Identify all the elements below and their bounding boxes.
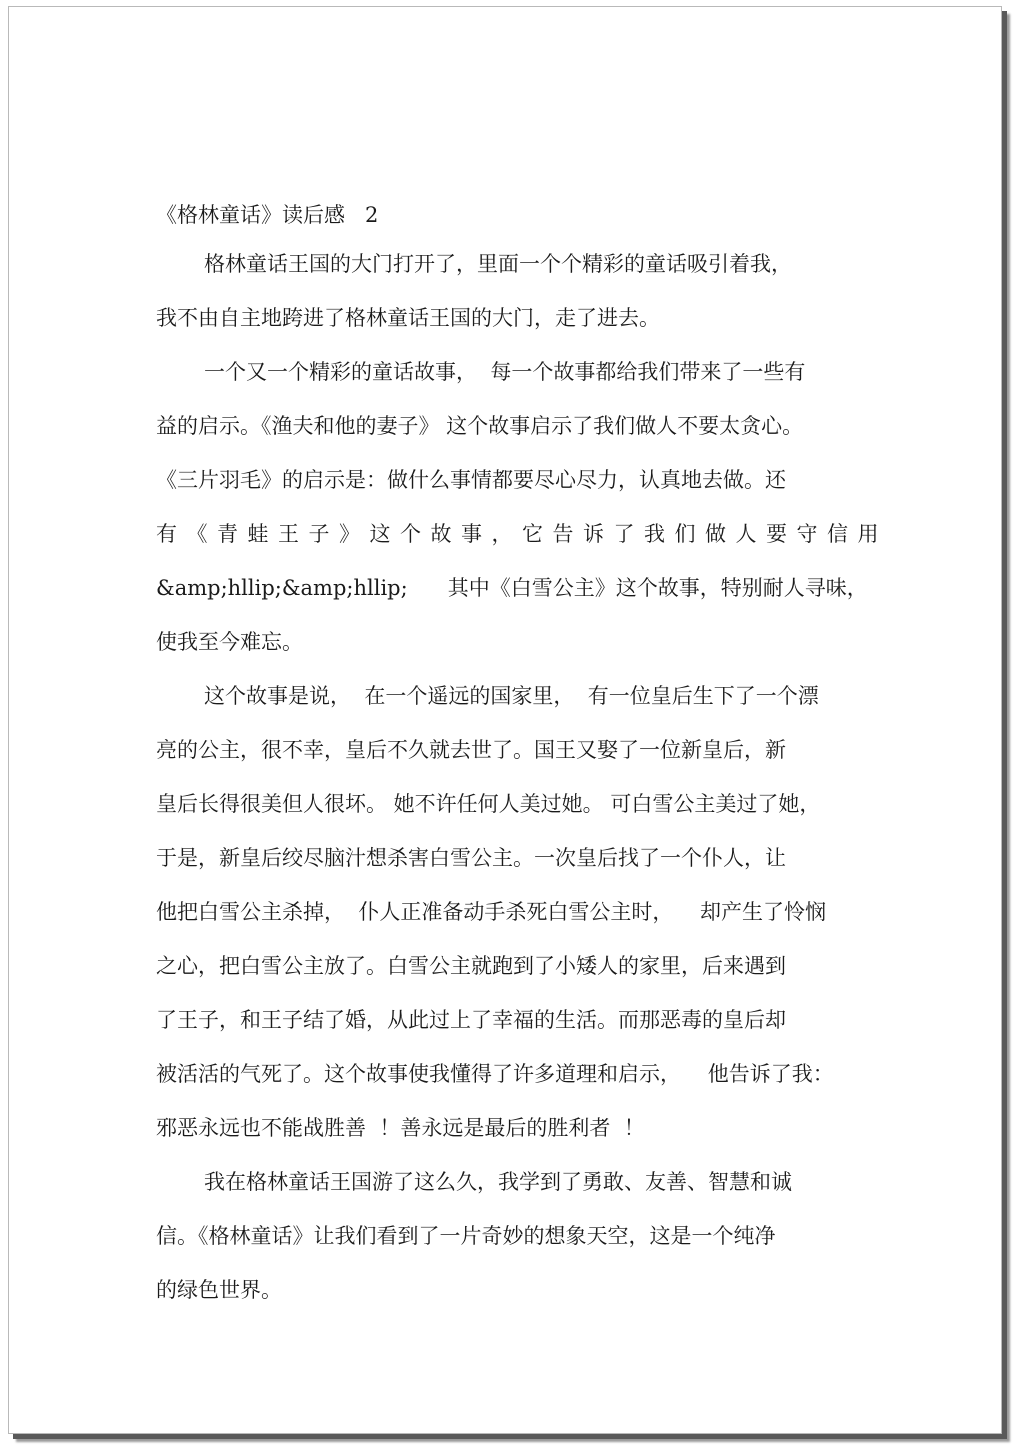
text-line: 的绿色世界。 <box>156 1278 282 1302</box>
document-page <box>8 6 1002 1434</box>
text-line: 这个故事是说， 在一个遥远的国家里， 有一位皇后生下了一个漂 <box>204 684 819 708</box>
text-line: 一个又一个精彩的童话故事， 每一个故事都给我们带来了一些有 <box>204 360 806 384</box>
text-line: 格林童话王国的大门打开了，里面一个个精彩的童话吸引着我， <box>204 252 792 276</box>
document-body <box>156 193 888 1317</box>
text-line: 使我至今难忘。 <box>156 630 303 654</box>
text-line: 亮的公主，很不幸，皇后不久就去世了。国王又娶了一位新皇后，新 <box>156 738 786 762</box>
text-line: &amp;hllip;&amp;hllip; 其中《白雪公主》这个故事，特别耐人寻味， <box>156 576 868 600</box>
text-line: 信。《格林童话》让我们看到了一片奇妙的想象天空，这是一个纯净 <box>156 1224 776 1248</box>
text-line: 有《青蛙王子》这个故事，它告诉了我们做人要守信用 <box>156 522 888 546</box>
text-line: 了王子，和王子结了婚，从此过上了幸福的生活。而那恶毒的皇后却 <box>156 1008 786 1032</box>
text-line: 邪恶永远也不能战胜善 ！善永远是最后的胜利者 ！ <box>156 1116 645 1140</box>
text-line: 于是，新皇后绞尽脑汁想杀害白雪公主。一次皇后找了一个仆人，让 <box>156 846 786 870</box>
text-line: 我不由自主地跨进了格林童话王国的大门，走了进去。 <box>156 306 660 330</box>
text-line: 被活活的气死了。这个故事使我懂得了许多道理和启示， 他告诉了我： <box>156 1062 834 1086</box>
text-line: 他把白雪公主杀掉， 仆人正准备动手杀死白雪公主时， 却产生了怜悯 <box>156 900 827 924</box>
document-title: 《格林童话》读后感 2 <box>156 203 379 227</box>
text-line: 益的启示。《渔夫和他的妻子》 这个故事启示了我们做人不要太贪心。 <box>156 414 804 438</box>
text-line: 《三片羽毛》的启示是：做什么事情都要尽心尽力，认真地去做。还 <box>156 468 786 492</box>
text-line: 之心，把白雪公主放了。白雪公主就跑到了小矮人的家里，后来遇到 <box>156 954 786 978</box>
text-line: 我在格林童话王国游了这么久，我学到了勇敢、友善、智慧和诚 <box>204 1170 792 1194</box>
text-line: 皇后长得很美但人很坏。 她不许任何人美过她。 可白雪公主美过了她， <box>156 792 821 816</box>
